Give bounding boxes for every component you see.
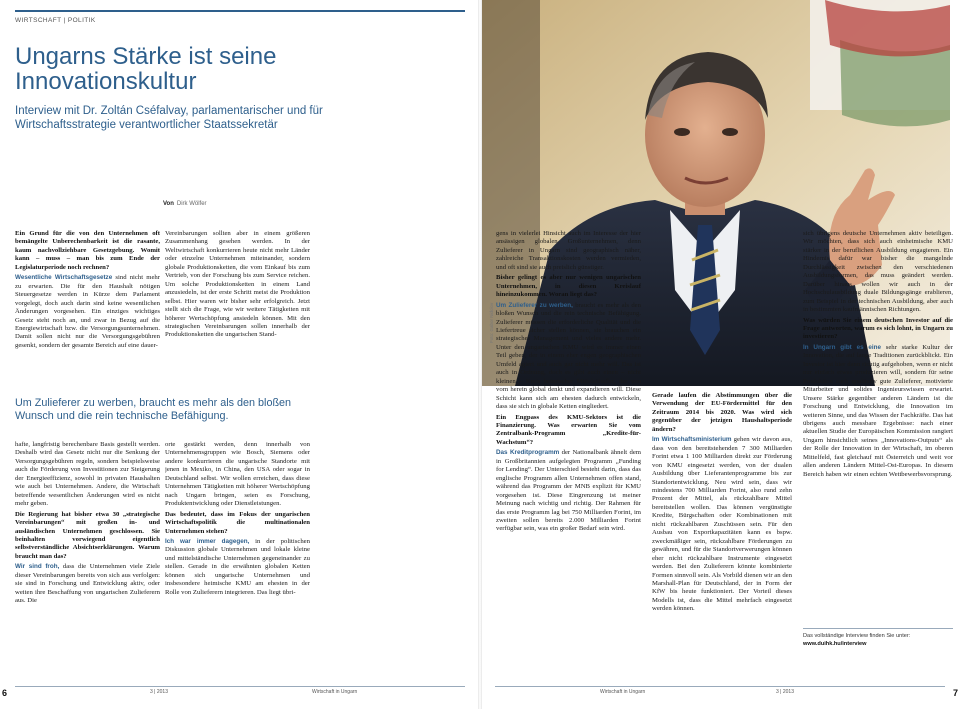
text-column bbox=[496, 230, 641, 683]
answer-lead-in: Das Kreditprogramm bbox=[496, 449, 560, 457]
header-rule bbox=[15, 10, 465, 12]
footer-magazine-right: Wirtschaft in Ungarn bbox=[600, 689, 646, 695]
answer-text: der Nationalbank ähnelt dem in Großbritannien aufgelegten Programm „Funding for Lending“. Der Unterschied besteht darin, dass das englische Programm allen Unternehmen offen stand, während das Programm der MNB explizit für KMU vorgesehen ist. Diese Eingrenzung ist meiner Meinung nach wichtig und richtig. Der Rahmen für das erste Programm lag bei 750 Milliarden Forint, im zweiten sollen bereits 2.000 Milliarden Forint verfügbar sein, was ein großer Bedarf sein wird. bbox=[496, 449, 641, 533]
interview-answer bbox=[496, 302, 641, 412]
byline-prefix: Von bbox=[163, 201, 174, 207]
answer-lead-in: Im Wirtschaftsministerium bbox=[652, 436, 732, 444]
text-column bbox=[803, 230, 953, 623]
footer-rule bbox=[15, 686, 465, 687]
answer-text: Vereinbarungen sollten aber in einem größeren Zusammenhang gesehen werden. In der Weltwirtschaft konkurrieren heute nicht mehr Länder oder einzelne Unternehmen miteinander, sondern globale Produktionsketten, die vom Einkauf bis zum Vertrieb, von der Forschung bis zum Service reichen. Um solche Produktionsketten in einem Land anzusiedeln, ist der erste Schritt meist die Produktion selbst. Hier waren wir bisher sehr erfolgreich. Jetzt stellt sich die Frage, wie wir weitere Tätigkeiten mit höherer Wertschöpfung ansiedeln können. Mit den strategischen Vereinbarungen sollen innerhalb der Produktionsketten die ungarischen Stand- bbox=[165, 230, 310, 339]
text-column bbox=[15, 230, 160, 390]
answer-text: orte gestärkt werden, denn innerhalb von Unternehmensgruppen wie Bosch, Siemens oder andere konkurrieren die ungarische Standorte mit jenen in Mexiko, in China, den USA oder sogar in Deutschland selbst. Wir wollen erreichen, dass diese Unternehmen Tätigkeiten mit höherer Wertschöpfung nach Ungarn bringen, seien es Forschung, Produktentwicklung oder Dienstleistungen. bbox=[165, 441, 310, 508]
interview-answer bbox=[652, 436, 792, 614]
interview-answer bbox=[496, 449, 641, 534]
interview-answer bbox=[15, 441, 160, 509]
footer-rule bbox=[495, 686, 945, 687]
footer-magazine-left: Wirtschaft in Ungarn bbox=[312, 689, 358, 695]
interview-answer bbox=[803, 344, 953, 479]
headline: Ungarns Stärke ist seine Innovationskultur bbox=[15, 43, 277, 95]
text-column bbox=[15, 441, 160, 683]
interview-question: Ein Engpass des KMU-Sektors ist die Finanzierung. Was erwarten Sie vom Zentralbank-Programm „Kredite-für-Wachstum“? bbox=[496, 413, 641, 446]
answer-text: gehen wir davon aus, dass von den bereitstehenden 7 300 Milliarden Forint etwa 1 100 Milliarden direkt zur Förderung von KMU eingesetzt werden, von der dualen Ausbildung über Lieferantenprogramme bis zur Standortentwicklung. Neu wird sein, dass wir mindestens 700 Milliarden Forint, also rund zehn Prozent der Mittel, als rückzahlbare Mittel bereitstellen wollen. Das können vergünstigte Kredite, Bürgschaften oder Kombinationen mit nicht rückzahlbaren Zuschüssen sein. Für den Ausbau von Exportkapazitäten kann es bspw. zweckmäßiger sein, rückzahlbare Förderungen zu gewähren, und für die Standortverwerungen können eher nicht rückzahlbare Instrumente eingesetzt werden. Bei den Zulieferern könnte kombinierte Formen sinnvoll sein. Als Vorbild dienen wir an den Marshall-Plan für Deutschland, der in Form der KfW bis heute funktioniert. Der Vorteil dieses Modells ist, dass die Mittel mehrfach eingesetzt werden können. bbox=[652, 436, 792, 613]
byline bbox=[163, 201, 207, 207]
info-box-text: Das vollständige Interview finden Sie unter: bbox=[803, 633, 911, 639]
interview-question: Bisher gelingt es aber nur wenigen ungarischen Unternehmen, in diesen Kreislauf hineinzukommen. Woran liegt das? bbox=[496, 274, 641, 299]
text-column bbox=[165, 441, 310, 683]
interview-answer bbox=[165, 538, 310, 597]
info-box bbox=[803, 628, 953, 648]
interview-link[interactable]: www.duihk.hu/interview bbox=[803, 640, 867, 647]
interview-answer bbox=[803, 230, 953, 315]
answer-text: gens in vielerlei Hinsicht auch im Interesse der hier ansässigen globalen Großunternehmen, denn Zulieferer in Ungarn sind geographisch näher, zahlreiche Transaktionskosten werden vermieden, und oft sind sie auch preislich günstiger. bbox=[496, 230, 641, 271]
subheadline: Interview mit Dr. Zoltán Cséfalvay, parlamentarischer und für Wirtschaftsstrategie verantwortlicher Staatssekretär bbox=[15, 105, 323, 131]
interview-answer bbox=[165, 441, 310, 509]
pull-quote: Um Zulieferer zu werben, braucht es mehr als den bloßen Wunsch und die rein technische Befähigung. bbox=[15, 397, 292, 422]
interview-answer bbox=[496, 230, 641, 272]
answer-text: braucht es mehr als den bloßen Wunsch und die rein technische Befähigung. Zulieferer müssen die erforderliche Qualität und die Liefertreue sicher stellen können, sie brauchen ein strategisches Management und vieles andere mehr. Unter den ungarischen KMU wird es immer einen Teil geben, der in einem eher engen geographischen Umfeld agiert und auch gar nicht mehr will. Das ist auch in Ordnung, doch es gibt auch einen – nicht kleinen – Kreis heimischer Mittelständler, der von vorn herein global denkt und expandieren will. Diese Schicht kann sich am ehesten dadurch entwickeln, dass sie sich in globale Ketten eingliedert. bbox=[496, 301, 641, 411]
page-number-right: 7 bbox=[952, 688, 958, 698]
byline-author: Dirk Wölfer bbox=[176, 201, 207, 207]
footer-issue-left: 3 | 2013 bbox=[150, 689, 168, 695]
interview-answer bbox=[165, 230, 310, 340]
answer-lead-in: Wesentliche Wirtschaftsgesetze bbox=[15, 274, 113, 282]
footer-issue-right: 3 | 2013 bbox=[776, 689, 794, 695]
interview-question: Ein Grund für die von den Unternehmen oft bemängelte Unberechenbarkeit ist die rasante, kaum nachvollziehbare Gesetzgebung. Womit kann – muss – man bis zum Ende der Legislaturperiode noch rechnen? bbox=[15, 230, 160, 271]
interview-question: Das bedeutet, dass im Fokus der ungarischen Wirtschaftspolitik die multinationalen Unternehmen stehen? bbox=[165, 510, 310, 535]
text-column bbox=[165, 230, 310, 390]
text-column bbox=[652, 392, 792, 683]
interview-question: Die Regierung hat bisher etwa 30 „strategische Vereinbarungen“ mit großen in- und ausländischen Unternehmen geschlossen. Sie beinhalten vorwiegend eigentlich selbstverständliche Absichtserklärungen. Warum braucht man das? bbox=[15, 510, 160, 560]
answer-lead-in: Wir sind froh, bbox=[15, 563, 60, 571]
page-number-left: 6 bbox=[2, 688, 8, 698]
answer-text: sehr starke Kultur der Innovation, die auf lange Traditionen zurückblickt. Ein Investor ist hier dann richtig aufgehoben, wenn er nicht nur einfach etwas produzieren will, sondern für seine Produktion auch qualitativ gute Zulieferer, motivierte Mitarbeiter und solides Ingenieurswissen erwartet. Unsere Stärke gegenüber anderen Ländern ist die Forschung und Entwicklung, die Innovation im weiteren Sinne, und das Wissen der Fachkräfte. Das hat übrigens auch messbare Ergebnisse: nach einer aktuellen Studie der Europäischen Kommission rangiert Ungarn hinsichtlich seines „Innovations-Outputs“ als der Rolle der Innovation in der Wirtschaft, im oberen Mittelfeld, fast gleichauf mit Österreich und weit vor allen anderen Ländern Mittel-Ost-Europas. In diesem Bereich haben wir einen echten Wettbewerbsvorsprung. bbox=[803, 343, 953, 478]
answer-lead-in: Ich war immer dagegen, bbox=[165, 537, 250, 545]
answer-text: sich übrigens deutsche Unternehmen aktiv beteiligen. Wir möchten, dass sich auch einheimische KMU stärker in der beruflichen Ausbildung engagieren. Ein Hindernis dafür war bisher die mangelnde Durchlässigkeit zwischen den verschiedenen Ausbildungsformen, das muss geändert werden. Darüber hinaus wollen wir auch in der Hochschulausbildung duale Bildungsgänge erablieren, zum Beispiel in der technischen Ausbildung, aber auch in bestimmten kaufmännischen Richtungen. bbox=[803, 230, 953, 314]
section-label-left: WIRTSCHAFT | POLITIK bbox=[15, 17, 96, 24]
answer-text: in der politischen Diskussion globale Unternehmen und lokale kleine und mittelständische Unternehmen gegeneinander zu stellen. Gerade in die erwähnten globalen Ketten können sich ungarische Unternehmen und insbesondere heimische KMU am ehesten in der Rolle von Zulieferern integrieren. Das liegt übri- bbox=[165, 537, 310, 596]
answer-text: dass die Unternehmen viele Ziele dieser Vereinbarungen bereits von sich aus verfolgen: sie sind in Forschung und Entwicklung aktiv, oder weiten ihre Beschaffung von ungarischen Zulieferern aus. Die bbox=[15, 563, 160, 605]
answer-lead-in: In Ungarn gibt es eine bbox=[803, 343, 881, 351]
interview-answer bbox=[15, 274, 160, 350]
answer-text: sind nicht mehr zu erwarten. Die für den Haushalt nötigen Steuergesetze werden in Kürze dem Parlament vorgelegt, doch auch darin sind keine wesentlichen Änderungen vorgesehen. Ein einziges wichtiges Gesetz steht noch an, und zwar in Bezug auf die Energiewirtschaft bzw. die Versorgungsunternehmen. Damit sollen nicht nur die Versorgungsgebühren gesenkt, sondern der gesamte Bereich auf eine dauer- bbox=[15, 274, 160, 349]
photo-credit: Foto: Gabor Nidolov bbox=[489, 302, 494, 343]
answer-text: hafte, langfristig berechenbare Basis gestellt werden. Deshalb wird das Gesetz nicht nur die Senkung der Versorgungsgebühren regeln, sondern beispielsweise auch die Förderung von Investitionen zur Steigerung der Energieeffizienz, sowohl in privaten Haushalten wie auch bei Unternehmen. Andere, die Wirtschaft betreffende wesentlichen Änderungen wird es nicht mehr geben. bbox=[15, 441, 160, 508]
interview-question: Was würden Sie einem deutschen Investor auf die Frage antworten, warum es sich lohnt, in Ungarn zu investieren? bbox=[803, 316, 953, 341]
page-gutter bbox=[478, 0, 482, 709]
answer-lead-in: Um Zulieferer zu werben, bbox=[496, 301, 573, 309]
interview-question: Gerade laufen die Abstimmungen über die Verwendung der EU-Fördermittel für den Zeitraum 2014 bis 2020. Was wird sich gegenüber der jetzigen Haushaltsperiode ändern? bbox=[652, 392, 792, 433]
interview-answer bbox=[15, 563, 160, 605]
